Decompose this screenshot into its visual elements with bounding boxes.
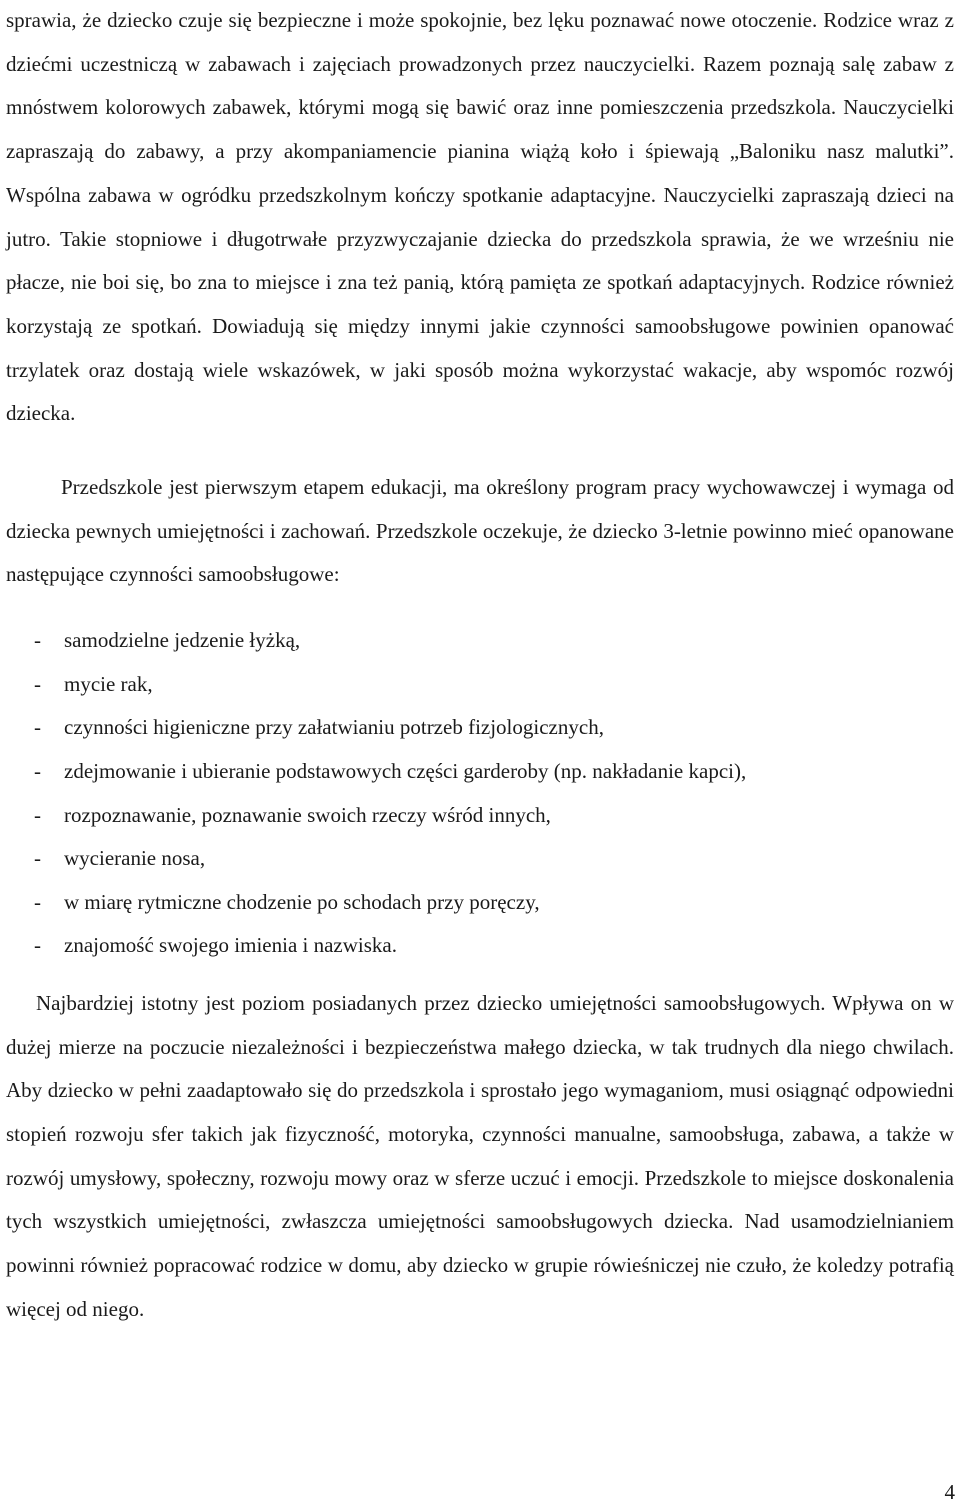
list-item — [6, 794, 954, 838]
list-dash: - — [34, 846, 41, 871]
list-dash: - — [34, 889, 41, 914]
list-item — [6, 619, 954, 663]
list-item — [6, 750, 954, 794]
list-item — [6, 663, 954, 707]
list-item-text: wycieranie nosa, — [64, 846, 206, 871]
list-item — [6, 881, 954, 925]
list-item-text: samodzielne jedzenie łyżką, — [64, 628, 301, 653]
list-item-text: czynności higieniczne przy załatwianiu potrzeb fizjologicznych, — [64, 715, 604, 740]
document-page — [6, 0, 954, 1332]
list-item-text: zdejmowanie i ubieranie podstawowych części garderoby (np. nakładanie kapci), — [64, 758, 747, 783]
list-dash: - — [34, 933, 41, 958]
list-dash: - — [34, 671, 41, 696]
list-dash: - — [34, 802, 41, 827]
list-item-text: mycie rak, — [64, 671, 153, 696]
list-item-text: znajomość swojego imienia i nazwiska. — [64, 933, 397, 958]
list-item — [6, 706, 954, 750]
list-dash: - — [34, 715, 41, 740]
page-number: 4 — [944, 1480, 955, 1504]
list-dash: - — [34, 628, 41, 653]
list-dash: - — [34, 758, 41, 783]
list-item-text: w miarę rytmiczne chodzenie po schodach przy poręczy, — [64, 889, 540, 914]
list-item-text: rozpoznawanie, poznawanie swoich rzeczy wśród innych, — [64, 802, 551, 827]
paragraph-self-care-importance: Najbardziej istotny jest poziom posiadanych przez dziecko umiejętności samoobsługowych. Wpływa on w dużej mierze na poczucie niezależności i bezpieczeństwa małego dziecka, w tak trudnych dla niego chwilach. Aby dziecko w pełni zaadaptowało się do przedszkola i sprostało jego wymaganiom, musi osiągnąć odpowiedni stopień rozwoju sfer takich jak fizyczność, motoryka, czynności manualne, samoobsługa, zabawa, a także w rozwój umysłowy, społeczny, rozwoju mowy oraz w sferze uczuć i emocji. Przedszkole to miejsce doskonalenia tych wszystkich umiejętności, zwłaszcza umiejętności samoobsługowych dziecka. Nad usamodzielnianiem powinni również popracować rodzice w domu, aby dziecko w grupie rówieśniczej nie czuło, że koledzy potrafią więcej od niego. — [6, 990, 954, 1321]
list-item — [6, 924, 954, 968]
paragraph-adaptation-meetings: sprawia, że dziecko czuje się bezpieczne i może spokojnie, bez lęku poznawać nowe otoczenie. Rodzice wraz z dziećmi uczestniczą w zabawach i zajęciach prowadzonych przez nauczycielki. Razem poznają salę zabaw z mnóstwem kolorowych zabawek, którymi mogą się bawić oraz inne pomieszczenia przedszkola. Nauczycielki zapraszają do zabawy, a przy akompaniamencie pianina wiążą koło i śpiewają „Baloniku nasz malutki”. Wspólna zabawa w ogródku przedszkolnym kończy spotkanie adaptacyjne. Nauczycielki zapraszają dzieci na jutro. Takie stopniowe i długotrwałe przyzwyczajanie dziecka do przedszkola sprawia, że we wrześniu nie płacze, nie boi się, bo zna to miejsce i zna też panią, którą pamięta ze spotkań adaptacyjnych. Rodzice również korzystają ze spotkań. Dowiadują się między innymi jakie czynności samoobsługowe powinien opanować trzylatek oraz dostają wiele wskazówek, w jaki sposób można wykorzystać wakacje, aby wspomóc rozwój dziecka. — [6, 8, 954, 426]
list-item — [6, 837, 954, 881]
self-care-skills-list — [6, 619, 954, 968]
paragraph-preschool-requirements: Przedszkole jest pierwszym etapem edukacji, ma określony program pracy wychowawczej i wymaga od dziecka pewnych umiejętności i zachowań. Przedszkole oczekuje, że dziecko 3-letnie powinno mieć opanowane następujące czynności samoobsługowe: — [6, 475, 954, 587]
